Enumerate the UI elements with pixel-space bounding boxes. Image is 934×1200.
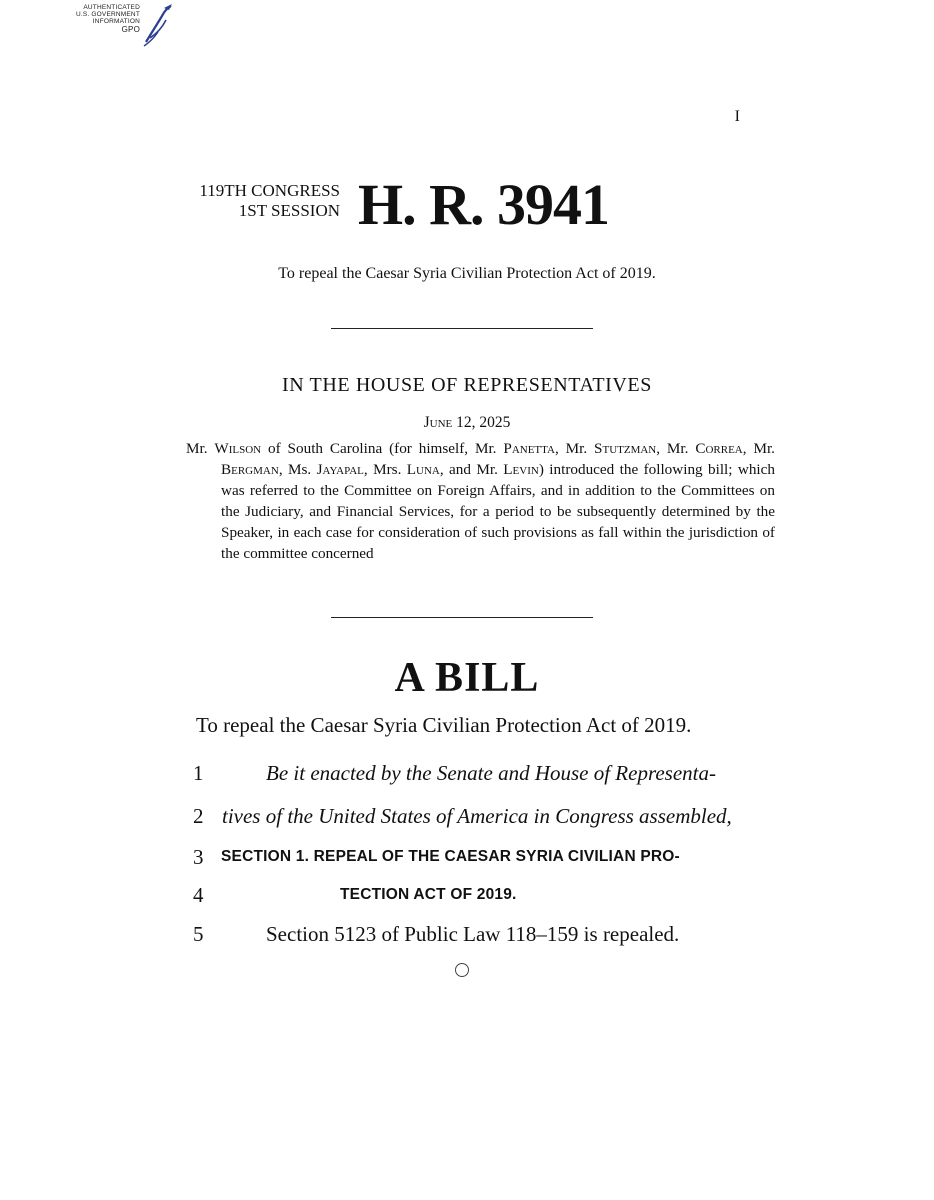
sponsor-name: Wilson [214,440,262,457]
cosponsor-name: Jayapal [316,461,364,478]
congress-label: 119TH CONGRESS [199,181,340,200]
gpo-authentication-seal [60,2,175,48]
line-number: 3 [193,845,204,869]
section-text: Section 5123 of Public Law 118–159 is repealed. [266,922,680,946]
line-number: 2 [193,804,204,828]
seal-line-4: GPO [121,25,140,34]
divider-rule [331,617,593,618]
cosponsor-name: Bergman [221,461,279,478]
referral-text: ) introduced the following bill; which was referred to the Committee on Foreign Affairs, and in addition to the Committees on the Judiciary, and Financial Services, for a period to be subsequently determined by the Speaker, in each case for consideration of such provisions as fall within the jurisdiction of the committee concerned [221,461,775,562]
chamber-heading: IN THE HOUSE OF REPRESENTATIVES [282,374,652,396]
sponsor-text: , and Mr. [439,461,504,478]
cosponsor-name: Levin [503,461,539,478]
sponsor-text: , Mrs. [363,461,407,478]
page-marker: I [734,108,740,125]
sponsor-text: , Mr. [656,440,696,457]
bill-number: H. R. 3941 [358,172,609,237]
enacting-clause: Be it enacted by the Senate and House of Representa- [266,761,716,785]
long-title: To repeal the Caesar Syria Civilian Protection Act of 2019. [196,713,692,737]
session-label: 1ST SESSION [238,201,340,220]
line-number: 5 [193,922,204,946]
sponsor-text: , Ms. [278,461,317,478]
line-number: 1 [193,761,204,785]
sponsor-paragraph [186,438,775,564]
seal-line-1: AUTHENTICATED [83,4,140,11]
cosponsor-name: Correa [695,440,743,457]
sponsor-text: , Mr. [554,440,595,457]
sponsor-text: Mr. [186,440,215,457]
sponsor-text: , Mr. [742,440,775,457]
congress-session-block [170,181,340,221]
eagle-icon [142,2,174,48]
section-heading: SECTION 1. REPEAL OF THE CAESAR SYRIA CIVILIAN PRO- [221,848,680,865]
cosponsor-name: Luna [406,461,440,478]
seal-text [60,4,140,33]
section-heading: TECTION ACT OF 2019. [340,886,517,903]
sponsor-text: of South Carolina (for himself, Mr. [261,440,504,457]
enacting-clause: tives of the United States of America in Congress assembled, [222,804,732,828]
seal-line-2: U.S. GOVERNMENT [75,11,140,18]
divider-rule [331,328,593,329]
bill-heading: A BILL [394,655,540,701]
cosponsor-name: Panetta [503,440,555,457]
line-number: 4 [193,883,204,907]
introduction-date: June 12, 2025 [423,414,511,431]
end-of-bill-circle-icon [455,963,469,977]
short-title: To repeal the Caesar Syria Civilian Protection Act of 2019. [278,265,656,282]
seal-line-3: INFORMATION [92,18,140,25]
cosponsor-name: Stutzman [594,440,657,457]
